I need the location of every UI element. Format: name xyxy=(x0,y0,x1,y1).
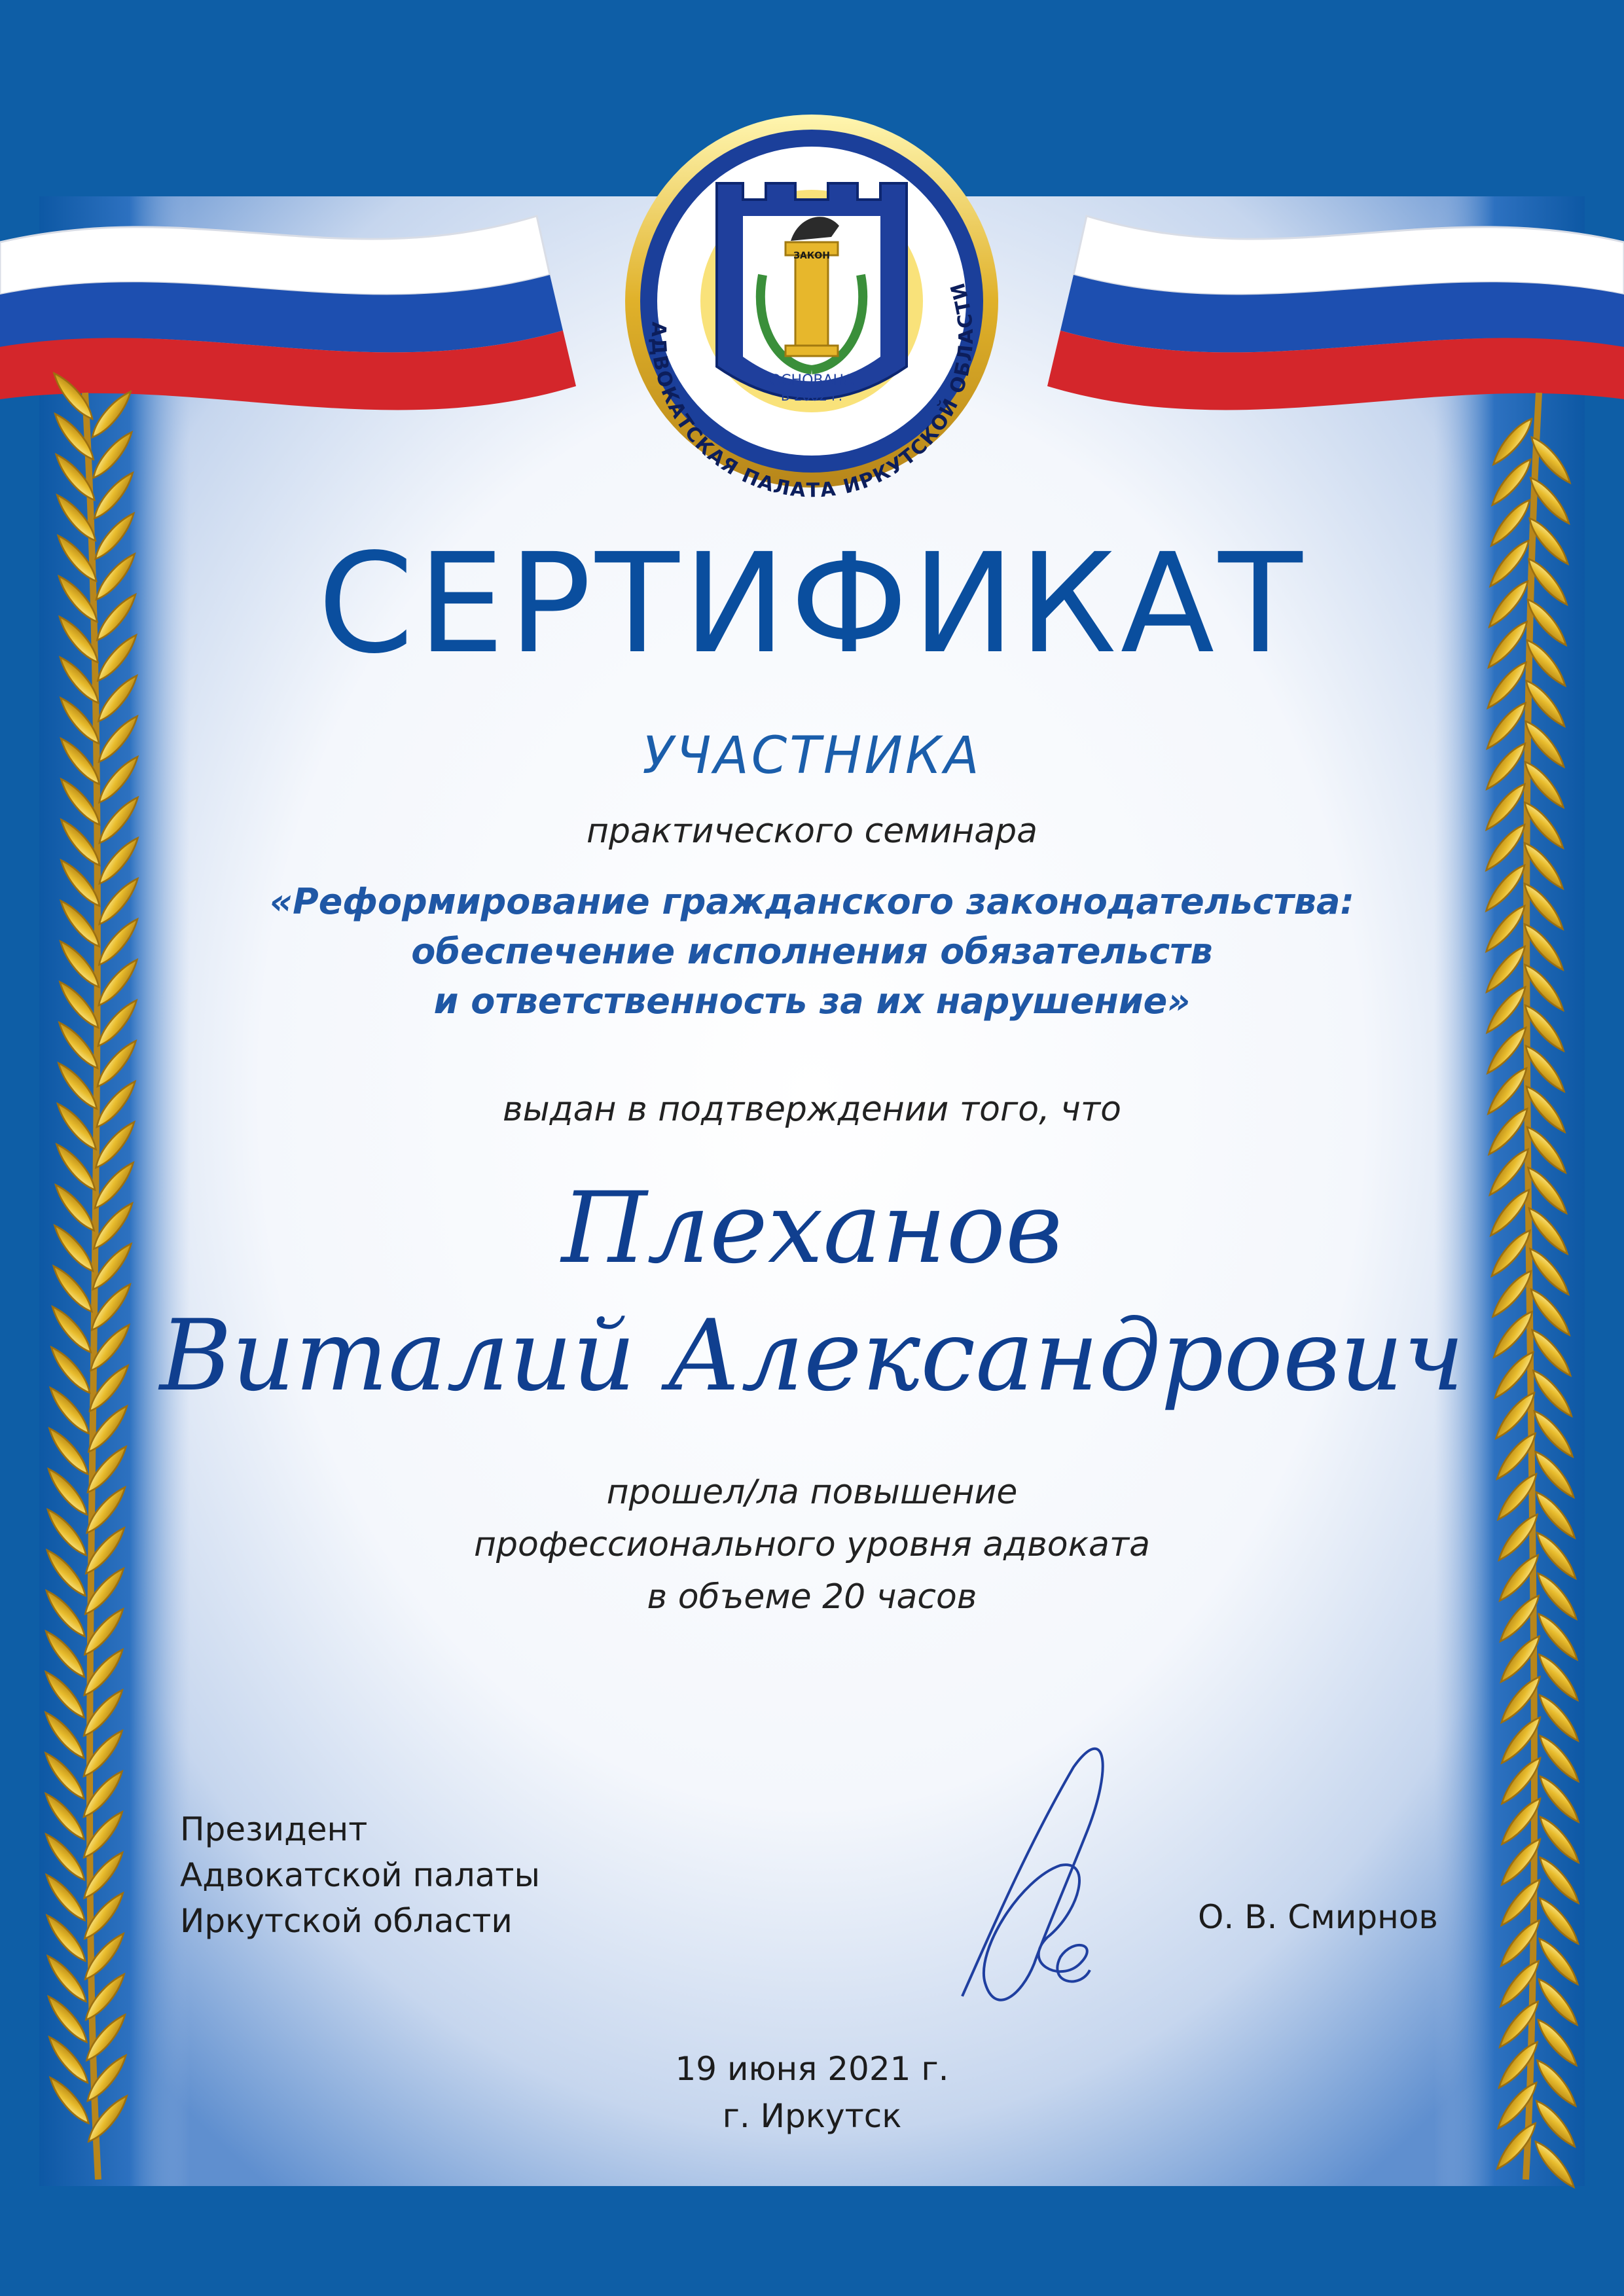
svg-text:ОСНОВАНА: ОСНОВАНА xyxy=(769,372,854,389)
signer-name: О. В. Смирнов xyxy=(1198,1898,1438,1936)
achievement-line: прошел/ла повышение xyxy=(606,1473,1018,1512)
signer-position-line: Адвокатской палаты xyxy=(180,1856,540,1894)
svg-text:ЗАКОН: ЗАКОН xyxy=(793,251,830,261)
event-name-line: и ответственность за их нарушение» xyxy=(433,980,1191,1022)
signer-position-line: Президент xyxy=(180,1810,368,1848)
issued-text: выдан в подтверждении того, что xyxy=(503,1090,1121,1129)
achievement-line: профессионального уровня адвоката xyxy=(473,1525,1151,1564)
issue-date: 19 июня 2021 г. xyxy=(675,2050,949,2088)
footer xyxy=(0,2045,1624,2140)
signer-position-line: Иркутской области xyxy=(180,1902,513,1940)
signer-position xyxy=(180,1806,540,1944)
recipient-lastname: Плеханов xyxy=(561,1172,1063,1285)
recipient-name: Виталий Александрович xyxy=(159,1299,1465,1413)
issue-place: г. Иркутск xyxy=(722,2097,902,2135)
achievement-text xyxy=(0,1466,1624,1623)
event-type: практического семинара xyxy=(586,812,1038,851)
certificate-title: СЕРТИФИКАТ xyxy=(317,524,1307,684)
event-name-line: «Реформирование гражданского законодательства: xyxy=(270,881,1354,922)
achievement-line: в объеме 20 часов xyxy=(647,1577,977,1617)
event-name xyxy=(0,877,1624,1026)
svg-text:АДВОКАТСКАЯ ПАЛАТА ИРКУТСКОЙ О: АДВОКАТСКАЯ ПАЛАТА ИРКУТСКОЙ ОБЛАСТИ xyxy=(646,279,979,503)
certificate-subtitle: УЧАСТНИКА xyxy=(642,726,982,785)
event-name-line: обеспечение исполнения обязательств xyxy=(411,931,1213,972)
svg-text:В 2002 г.: В 2002 г. xyxy=(780,388,843,404)
